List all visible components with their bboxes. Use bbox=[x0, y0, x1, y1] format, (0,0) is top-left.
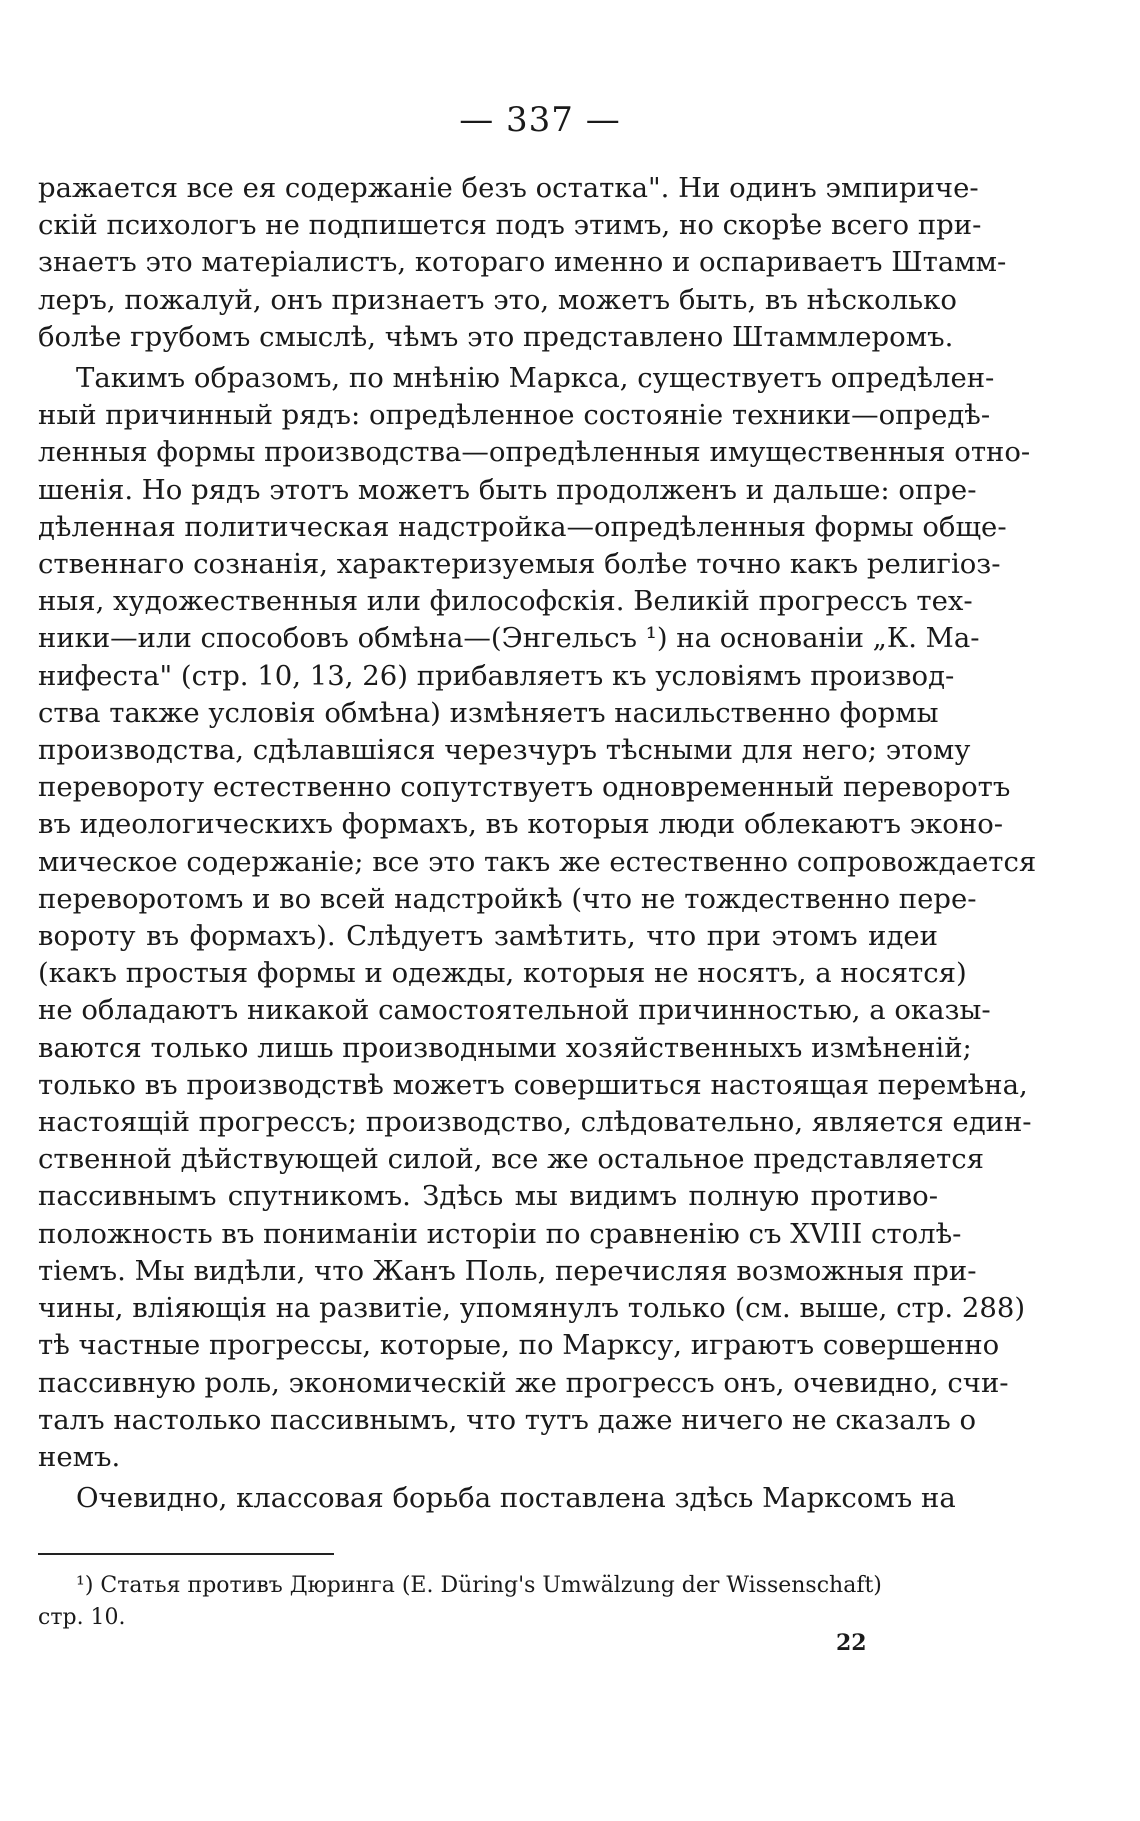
text-line: ники—или способовъ обмѣна—(Энгельсъ ¹) на основаніи „К. Ма- bbox=[38, 622, 980, 655]
footnote-1: ¹) Статья противъ Дюринга (E. Düring's Umwälzung der Wissenschaft) bbox=[76, 1573, 882, 1598]
text-line: положность въ пониманіи исторіи по сравненію съ XVIII столѣ- bbox=[38, 1217, 962, 1250]
text-line: скій психологъ не подпишется подъ этимъ, но скорѣе всего при- bbox=[38, 209, 982, 242]
text-line: тѣ частные прогрессы, которые, по Марксу, играютъ совершенно bbox=[38, 1329, 1000, 1362]
text-line: мическое содержаніе; все это такъ же естественно сопровождается bbox=[38, 845, 1037, 878]
body-text bbox=[38, 170, 1037, 1517]
paragraph-1 bbox=[38, 170, 1007, 356]
text-line: немъ. bbox=[38, 1440, 121, 1473]
paragraph-3 bbox=[38, 1480, 956, 1517]
text-line: (какъ простыя формы и одежды, которыя не носятъ, а носятся) bbox=[38, 957, 967, 990]
footnote-divider bbox=[38, 1553, 334, 1555]
signature-mark: 22 bbox=[836, 1630, 867, 1656]
footnotes bbox=[38, 1570, 938, 1634]
text-line: болѣе грубомъ смыслѣ, чѣмъ это представлено Штаммлеромъ. bbox=[38, 320, 954, 353]
text-line: тіемъ. Мы видѣли, что Жанъ Поль, перечисляя возможныя при- bbox=[38, 1254, 977, 1287]
text-line: перевороту естественно сопутствуетъ одновременный переворотъ bbox=[38, 771, 1011, 804]
text-line: Такимъ образомъ, по мнѣнію Маркса, существуетъ опредѣлен- bbox=[76, 362, 995, 395]
text-line: переворотомъ и во всей надстройкѣ (что не тождественно пере- bbox=[38, 882, 977, 915]
text-line: чины, вліяющія на развитіе, упомянулъ только (см. выше, стр. 288) bbox=[38, 1292, 1026, 1325]
text-line: въ идеологическихъ формахъ, въ которыя люди облекаютъ эконо- bbox=[38, 808, 1004, 841]
text-line: пассивнымъ спутникомъ. Здѣсь мы видимъ полную противо- bbox=[38, 1180, 938, 1213]
text-line: Очевидно, классовая борьба поставлена здѣсь Марксомъ на bbox=[76, 1482, 956, 1515]
text-line: вороту въ формахъ). Слѣдуетъ замѣтить, что при этомъ идеи bbox=[38, 920, 938, 953]
footnote-1-continuation: стр. 10. bbox=[38, 1605, 126, 1630]
text-line: шенія. Но рядъ этотъ можетъ быть продолженъ и дальше: опре- bbox=[38, 473, 977, 506]
text-line: ныя, художественныя или философскія. Великій прогрессъ тех- bbox=[38, 585, 973, 618]
text-line: не обладаютъ никакой самостоятельной причинностью, а оказы- bbox=[38, 994, 991, 1027]
text-line: ственной дѣйствующей силой, все же остальное представляется bbox=[38, 1143, 985, 1176]
page-number: — 337 — bbox=[459, 100, 621, 140]
paragraph-2 bbox=[38, 360, 1037, 1476]
text-line: настоящій прогрессъ; производство, слѣдовательно, является един- bbox=[38, 1106, 1032, 1139]
text-line: ваются только лишь производными хозяйственныхъ измѣненій; bbox=[38, 1031, 972, 1064]
text-line: производства, сдѣлавшіяся черезчуръ тѣсными для него; этому bbox=[38, 734, 971, 767]
text-line: пассивную роль, экономическій же прогрессъ онъ, очевидно, счи- bbox=[38, 1366, 1009, 1399]
text-line: талъ настолько пассивнымъ, что тутъ даже ничего не сказалъ о bbox=[38, 1403, 977, 1436]
text-line: дѣленная политическая надстройка—опредѣленныя формы обще- bbox=[38, 510, 1007, 543]
text-line: ственнаго сознанія, характеризуемыя болѣе точно какъ религіоз- bbox=[38, 548, 1001, 581]
text-line: знаетъ это матеріалистъ, котораго именно и оспариваетъ Штамм- bbox=[38, 246, 1007, 279]
text-line: ства также условія обмѣна) измѣняетъ насильственно формы bbox=[38, 696, 939, 729]
text-line: только въ производствѣ можетъ совершиться настоящая перемѣна, bbox=[38, 1068, 1028, 1101]
text-line: ражается все ея содержаніе безъ остатка". Ни одинъ эмпириче- bbox=[38, 172, 979, 204]
text-line: ленныя формы производства—опредѣленныя имущественныя отно- bbox=[38, 436, 1031, 469]
text-line: нифеста" (стр. 10, 13, 26) прибавляетъ къ условіямъ производ- bbox=[38, 659, 955, 692]
text-line: ный причинный рядъ: опредѣленное состояніе техники—опредѣ- bbox=[38, 399, 991, 432]
text-line: леръ, пожалуй, онъ признаетъ это, можетъ быть, въ нѣсколько bbox=[38, 283, 957, 316]
